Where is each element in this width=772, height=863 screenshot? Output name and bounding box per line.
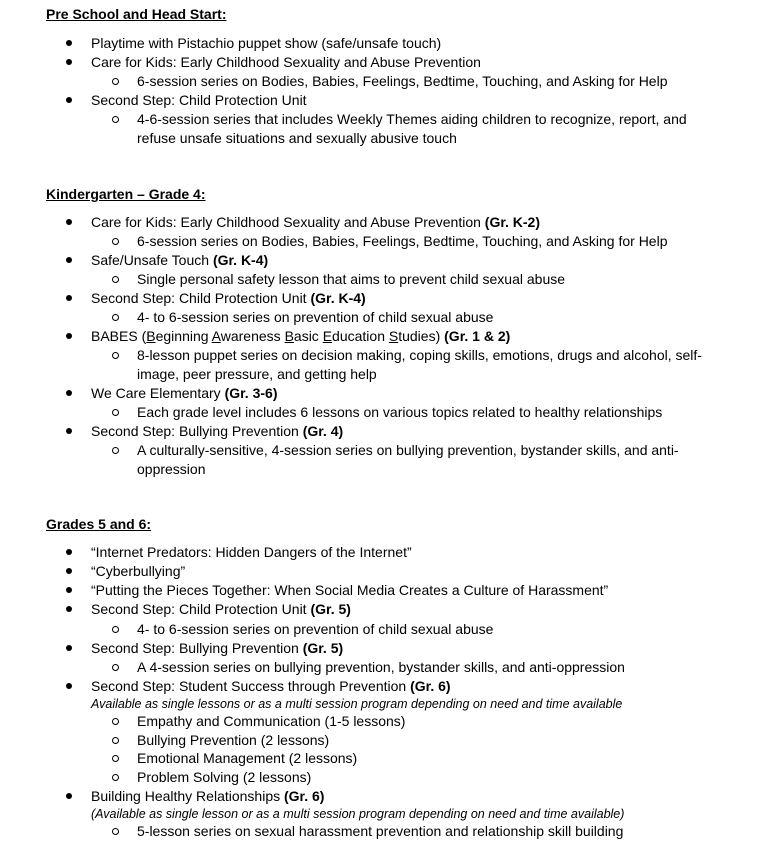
list-item: Second Step: Child Protection Unit bbox=[91, 92, 307, 108]
list-item: Playtime with Pistachio puppet show (safe/unsafe touch) bbox=[91, 35, 442, 51]
sub-list-item: 6-session series on Bodies, Babies, Feelings, Bedtime, Touching, and Asking for Help bbox=[137, 233, 668, 249]
list-item: Safe/Unsafe Touch (Gr. K-4) bbox=[91, 252, 269, 268]
sub-list-item: Each grade level includes 6 lessons on various topics related to healthy relationships bbox=[137, 404, 663, 420]
section-heading-grades-5-6: Grades 5 and 6: bbox=[46, 516, 152, 532]
sub-list-item: 5-lesson series on sexual harassment prevention and relationship skill building bbox=[137, 823, 624, 839]
sub-list-item: Bullying Prevention (2 lessons) bbox=[137, 732, 330, 748]
sub-bullet-icon bbox=[112, 308, 119, 321]
sub-list-item: A 4-session series on bullying prevention, bystander skills, and anti-oppression bbox=[137, 659, 625, 675]
sub-bullet-icon bbox=[112, 270, 119, 283]
bullet-icon bbox=[66, 543, 72, 555]
list-item: Building Healthy Relationships (Gr. 6) bbox=[91, 788, 325, 804]
list-item: Second Step: Bullying Prevention (Gr. 5) bbox=[91, 640, 344, 656]
bullet-icon bbox=[66, 639, 72, 651]
sub-list-item: 6-session series on Bodies, Babies, Feelings, Bedtime, Touching, and Asking for Help bbox=[137, 73, 668, 89]
grade-label: (Gr. 6) bbox=[284, 788, 325, 804]
sub-bullet-icon bbox=[112, 441, 119, 454]
bullet-icon bbox=[66, 251, 72, 263]
grade-label: (Gr. K-4) bbox=[212, 252, 269, 268]
bullet-icon bbox=[66, 213, 72, 225]
sub-bullet-icon bbox=[112, 658, 119, 671]
bullet-icon bbox=[66, 787, 72, 799]
sub-bullet-icon bbox=[112, 110, 119, 123]
list-item: “Putting the Pieces Together: When Social Media Creates a Culture of Harassment” bbox=[91, 582, 609, 598]
availability-note: (Available as single lesson or as a multi session program depending on need and time available) bbox=[91, 807, 625, 821]
list-item: Care for Kids: Early Childhood Sexuality and Abuse Prevention bbox=[91, 54, 481, 70]
sub-list-item: Emotional Management (2 lessons) bbox=[137, 750, 358, 766]
list-item: BABES (Beginning Awareness Basic Education Studies) (Gr. 1 & 2) bbox=[91, 328, 511, 344]
sub-list-item: Problem Solving (2 lessons) bbox=[137, 769, 312, 785]
sub-bullet-icon bbox=[112, 346, 119, 359]
list-item: Second Step: Child Protection Unit (Gr. K-4) bbox=[91, 290, 366, 306]
sub-bullet-icon bbox=[112, 403, 119, 416]
bullet-icon bbox=[66, 600, 72, 612]
bullet-icon bbox=[66, 562, 72, 574]
sub-list-item: Empathy and Communication (1-5 lessons) bbox=[137, 713, 406, 729]
bullet-icon bbox=[66, 327, 72, 339]
bullet-icon bbox=[66, 422, 72, 434]
grade-label: (Gr. K-4) bbox=[310, 290, 366, 306]
section-heading-kindergarten: Kindergarten – Grade 4: bbox=[46, 186, 206, 202]
bullet-icon bbox=[66, 53, 72, 65]
bullet-icon bbox=[66, 384, 72, 396]
sub-list-item: Single personal safety lesson that aims to prevent child sexual abuse bbox=[137, 271, 566, 287]
grade-label: (Gr. 5) bbox=[302, 640, 344, 656]
list-item: Second Step: Child Protection Unit (Gr. 5) bbox=[91, 601, 351, 617]
list-item: We Care Elementary (Gr. 3-6) bbox=[91, 385, 278, 401]
bullet-icon bbox=[66, 289, 72, 301]
grade-label: (Gr. 1 & 2) bbox=[444, 328, 511, 344]
sub-bullet-icon bbox=[112, 822, 119, 835]
sub-bullet-icon bbox=[112, 731, 119, 744]
sub-bullet-icon bbox=[112, 749, 119, 762]
sub-bullet-icon bbox=[112, 620, 119, 633]
bullet-icon bbox=[66, 34, 72, 46]
list-item: “Internet Predators: Hidden Dangers of the Internet” bbox=[91, 544, 412, 560]
sub-list-item: 4- to 6-session series on prevention of child sexual abuse bbox=[137, 621, 494, 637]
list-item: Care for Kids: Early Childhood Sexuality and Abuse Prevention (Gr. K-2) bbox=[91, 214, 541, 230]
grade-label: (Gr. 4) bbox=[302, 423, 344, 439]
list-item: “Cyberbullying” bbox=[91, 563, 186, 579]
sub-bullet-icon bbox=[112, 72, 119, 85]
grade-label: (Gr. K-2) bbox=[484, 214, 541, 230]
list-item: Second Step: Bullying Prevention (Gr. 4) bbox=[91, 423, 344, 439]
section-heading-preschool: Pre School and Head Start: bbox=[46, 6, 227, 22]
availability-note: Available as single lessons or as a multi session program depending on need and time available bbox=[91, 697, 623, 711]
sub-list-item: 8-lesson puppet series on decision making, coping skills, emotions, drugs and alcohol, self-image, peer pressure, and getting help bbox=[137, 347, 702, 382]
list-item: Second Step: Student Success through Prevention (Gr. 6) bbox=[91, 678, 451, 694]
sub-bullet-icon bbox=[112, 232, 119, 245]
sub-list-item: A culturally-sensitive, 4-session series on bullying prevention, bystander skills, and anti-oppression bbox=[137, 442, 679, 477]
sub-bullet-icon bbox=[112, 712, 119, 725]
sub-list-item: 4- to 6-session series on prevention of child sexual abuse bbox=[137, 309, 494, 325]
bullet-icon bbox=[66, 581, 72, 593]
bullet-icon bbox=[66, 91, 72, 103]
sub-bullet-icon bbox=[112, 768, 119, 781]
grade-label: (Gr. 5) bbox=[310, 601, 351, 617]
grade-label: (Gr. 3-6) bbox=[224, 385, 278, 401]
bullet-icon bbox=[66, 677, 72, 689]
sub-list-item: 4-6-session series that includes Weekly Themes aiding children to recognize, report, and refuse unsafe situations and sexually abusive touch bbox=[137, 111, 687, 146]
grade-label: (Gr. 6) bbox=[410, 678, 451, 694]
